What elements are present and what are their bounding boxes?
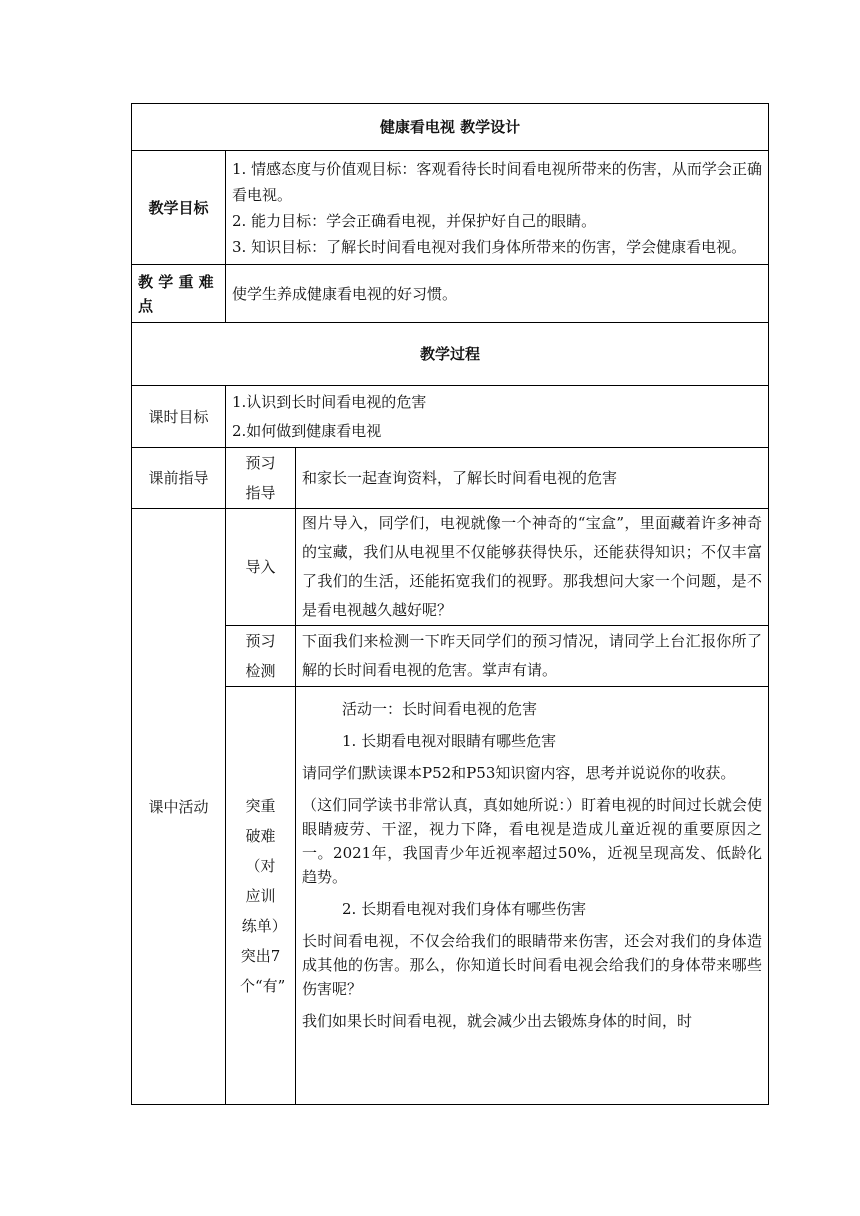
lesson-goal-item: 2.如何做到健康看电视 <box>232 421 382 440</box>
goal-item: 2. 能力目标：学会正确看电视，并保护好自己的眼睛。 <box>232 211 597 230</box>
in-class-label: 课中活动 <box>132 509 226 1105</box>
pre-class-sub-label: 预习指导 <box>226 448 296 509</box>
lesson-goals-label: 课时目标 <box>132 386 226 448</box>
pre-class-text: 和家长一起查询资料，了解长时间看电视的危害 <box>296 448 769 509</box>
paragraph: 长时间看电视，不仅会给我们的眼睛带来伤害，还会对我们的身体造成其他的伤害。那么，你知道长时间看电视会给我们的身体带来哪些伤害呢？ <box>302 932 762 998</box>
intro-text: 图片导入，同学们，电视就像一个神奇的“宝盒”，里面藏着许多神奇的宝藏，我们从电视里不仅能够获得快乐，还能获得知识；不仅丰富了我们的生活，还能拓宽我们的视野。那我想问大家一个问题，是不是看电视越久越好呢？ <box>296 509 769 626</box>
intro-label: 导入 <box>226 509 296 626</box>
key-points-text: 使学生养成健康看电视的好习惯。 <box>226 265 769 323</box>
goals-label: 教学目标 <box>132 151 226 265</box>
paragraph: （这们同学读书非常认真，真如她所说：）盯着电视的时间过长就会使眼睛疲劳、干涩，视力下降，看电视是造成儿童近视的重要原因之一。2021年，我国青少年近视率超过50%，近视呈现高发、低龄化趋势。 <box>302 796 762 886</box>
key-points-label: 教 学 重 难 点 <box>132 265 226 323</box>
paragraph: 我们如果长时间看电视，就会减少出去锻炼身体的时间，时 <box>302 1012 693 1030</box>
breakthrough-content <box>296 687 769 1105</box>
lesson-goals-content <box>226 386 769 448</box>
paragraph: 请同学们默读课本P52和P53知识窗内容，思考并说说你的收获。 <box>302 764 736 782</box>
process-title: 教学过程 <box>132 323 769 386</box>
subheading-eyes: 1. 长期看电视对眼睛有哪些危害 <box>342 732 557 750</box>
pre-class-label: 课前指导 <box>132 448 226 509</box>
goal-item: 3. 知识目标：了解长时间看电视对我们身体所带来的伤害，学会健康看电视。 <box>232 237 747 256</box>
document-title: 健康看电视 教学设计 <box>132 104 769 151</box>
check-text: 下面我们来检测一下昨天同学们的预习情况，请同学上台汇报你所了解的长时间看电视的危害。掌声有请。 <box>296 626 769 687</box>
goals-content <box>226 151 769 265</box>
activity-title: 活动一：长时间看电视的危害 <box>342 700 538 718</box>
lesson-plan-table <box>131 103 769 1105</box>
lesson-goal-item: 1.认识到长时间看电视的危害 <box>232 392 427 411</box>
breakthrough-label: 突重破难（对应训练单）突出7个“有” <box>226 687 296 1105</box>
subheading-body: 2. 长期看电视对我们身体有哪些伤害 <box>342 900 587 918</box>
goal-item: 1. 情感态度与价值观目标：客观看待长时间看电视所带来的伤害，从而学会正确看电视。 <box>232 159 762 204</box>
check-label: 预习检测 <box>226 626 296 687</box>
